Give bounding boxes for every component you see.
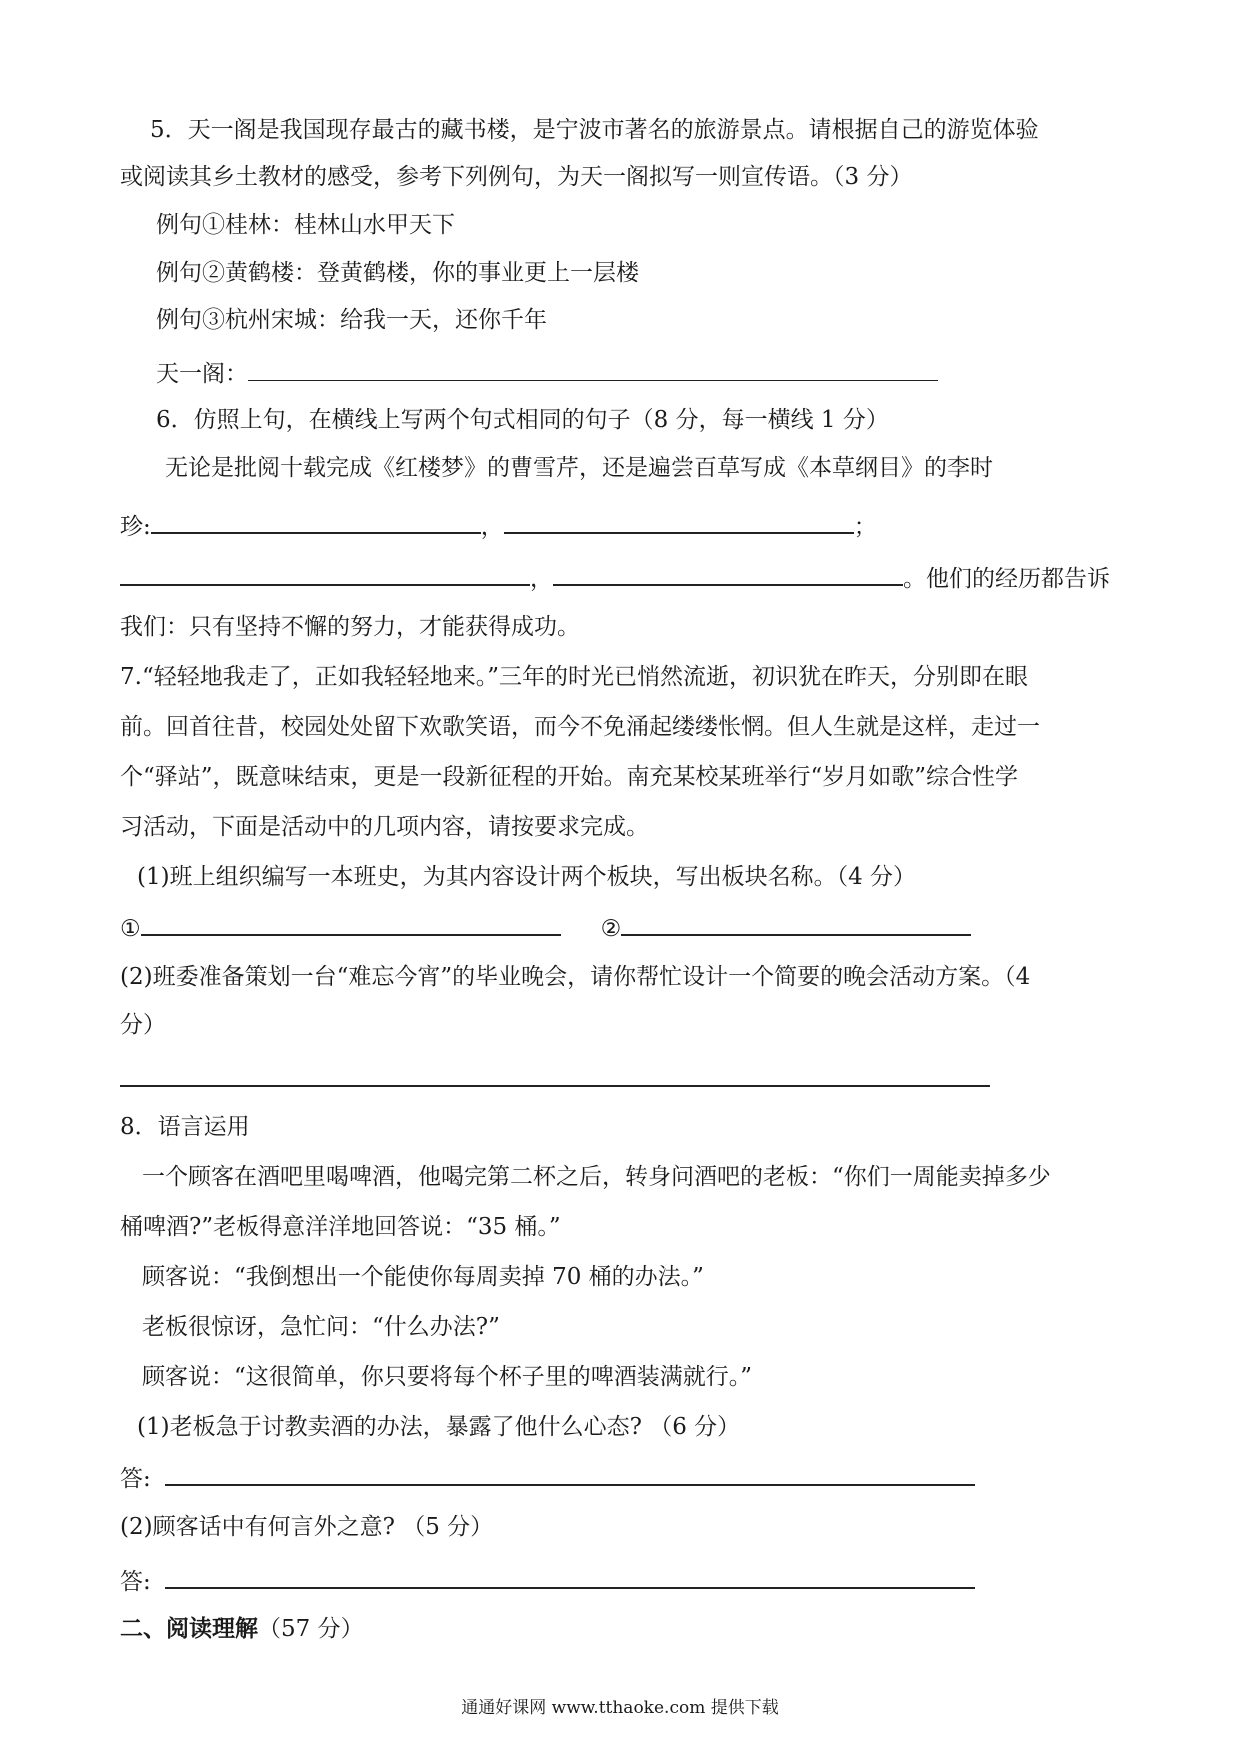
section2-title: 二、阅读理解 — [120, 1615, 258, 1642]
q8-line1: 一个顾客在酒吧里喝啤酒，他喝完第二杯之后，转身问酒吧的老板：“你们一周能卖掉多少 — [142, 1164, 1051, 1190]
page-footer: 通通好课网 www.tthaoke.com 提供下载 — [461, 1698, 779, 1718]
q8-line5: 顾客说：“这很简单，你只要将每个杯子里的啤酒装满就行。” — [142, 1364, 753, 1390]
q7-sub2-line2: 分） — [120, 1012, 166, 1038]
q8-answer2-blank[interactable] — [165, 1565, 975, 1589]
q6-line1: 6．仿照上句，在横线上写两个句式相同的句子（8 分，每一横线 1 分） — [156, 407, 889, 433]
q8-answer2-label: 答: — [120, 1569, 151, 1595]
q8-line4: 老板很惊讶，急忙问：“什么办法?” — [142, 1314, 500, 1340]
q8-sub1: (1)老板急于讨教卖酒的办法，暴露了他什么心态? （6 分） — [137, 1414, 741, 1440]
q6-blank-2[interactable] — [504, 510, 854, 534]
q7-sub1-answers — [120, 912, 971, 944]
q5-example2: 例句②黄鹤楼：登黄鹤楼，你的事业更上一层楼 — [156, 260, 639, 286]
q7-sub2-answer-line[interactable] — [120, 1085, 990, 1087]
q8-sub2: (2)顾客话中有何言外之意? （5 分） — [120, 1514, 494, 1540]
q7-circle1: ① — [120, 916, 141, 942]
q5-answer-blank[interactable] — [248, 358, 938, 381]
q8-answer2-line — [120, 1565, 975, 1597]
q7-line3: 个“驿站”，既意味结束，更是一段新征程的开始。南充某校某班举行“岁月如歌”综合性学 — [120, 764, 1019, 790]
q5-example1: 例句①桂林：桂林山水甲天下 — [156, 212, 455, 238]
q8-answer1-blank[interactable] — [165, 1462, 975, 1486]
q5-line2: 或阅读其乡土教材的感受，参考下列例句，为天一阁拟写一则宣传语。（3 分） — [120, 164, 913, 190]
q7-sub2-line1: (2)班委准备策划一台“难忘今宵”的毕业晚会，请你帮忙设计一个简要的晚会活动方案。（4 — [120, 964, 1031, 990]
q6-line3 — [120, 510, 877, 542]
q8-line3: 顾客说：“我倒想出一个能使你每周卖掉 70 桶的办法。” — [142, 1264, 704, 1290]
q6-line4-suffix: 。他们的经历都告诉 — [903, 566, 1110, 592]
q6-blank-1[interactable] — [151, 510, 481, 534]
q8-line2: 桶啤酒?”老板得意洋洋地回答说：“35 桶。” — [120, 1214, 561, 1240]
q7-line4: 习活动，下面是活动中的几项内容，请按要求完成。 — [120, 814, 649, 840]
q6-blank-4[interactable] — [553, 562, 903, 586]
q7-sub1: (1)班上组织编写一本班史，为其内容设计两个板块，写出板块名称。（4 分） — [137, 864, 917, 890]
q6-semicolon: ； — [853, 514, 877, 540]
q5-line1: 5．天一阁是我国现存最古的藏书楼，是宁波市著名的旅游景点。请根据自己的游览体验 — [150, 117, 1039, 143]
q7-blank-2[interactable] — [621, 912, 971, 936]
section2-score: （57 分） — [258, 1616, 364, 1642]
q6-blank-3[interactable] — [120, 562, 530, 586]
q5-example3: 例句③杭州宋城：给我一天，还你千年 — [156, 307, 547, 333]
q6-line2: 无论是批阅十载完成《红楼梦》的曹雪芹，还是遍尝百草写成《本草纲目》的李时 — [165, 455, 993, 481]
q7-blank-1[interactable] — [141, 912, 561, 936]
q8-answer1-line — [120, 1462, 975, 1494]
q6-line5: 我们：只有坚持不懈的努力，才能获得成功。 — [120, 614, 580, 640]
q8-title: 8．语言运用 — [120, 1114, 250, 1140]
q8-answer1-label: 答: — [120, 1466, 151, 1492]
q5-answer-label: 天一阁： — [156, 361, 248, 387]
q5-answer-line — [156, 358, 938, 389]
q6-comma-2: ， — [530, 566, 553, 592]
q6-line4 — [120, 562, 1110, 594]
q7-circle2: ② — [600, 916, 622, 942]
q7-line2: 前。回首往昔，校园处处留下欢歌笑语，而今不免涌起缕缕怅惘。但人生就是这样，走过一 — [120, 714, 1040, 740]
q6-line3-prefix: 珍: — [120, 514, 151, 540]
section2-heading — [120, 1614, 364, 1644]
q7-line1: 7.“轻轻地我走了，正如我轻轻地来。”三年的时光已悄然流逝，初识犹在昨天，分别即在眼 — [120, 664, 1028, 690]
q6-comma-1: ， — [480, 514, 504, 540]
